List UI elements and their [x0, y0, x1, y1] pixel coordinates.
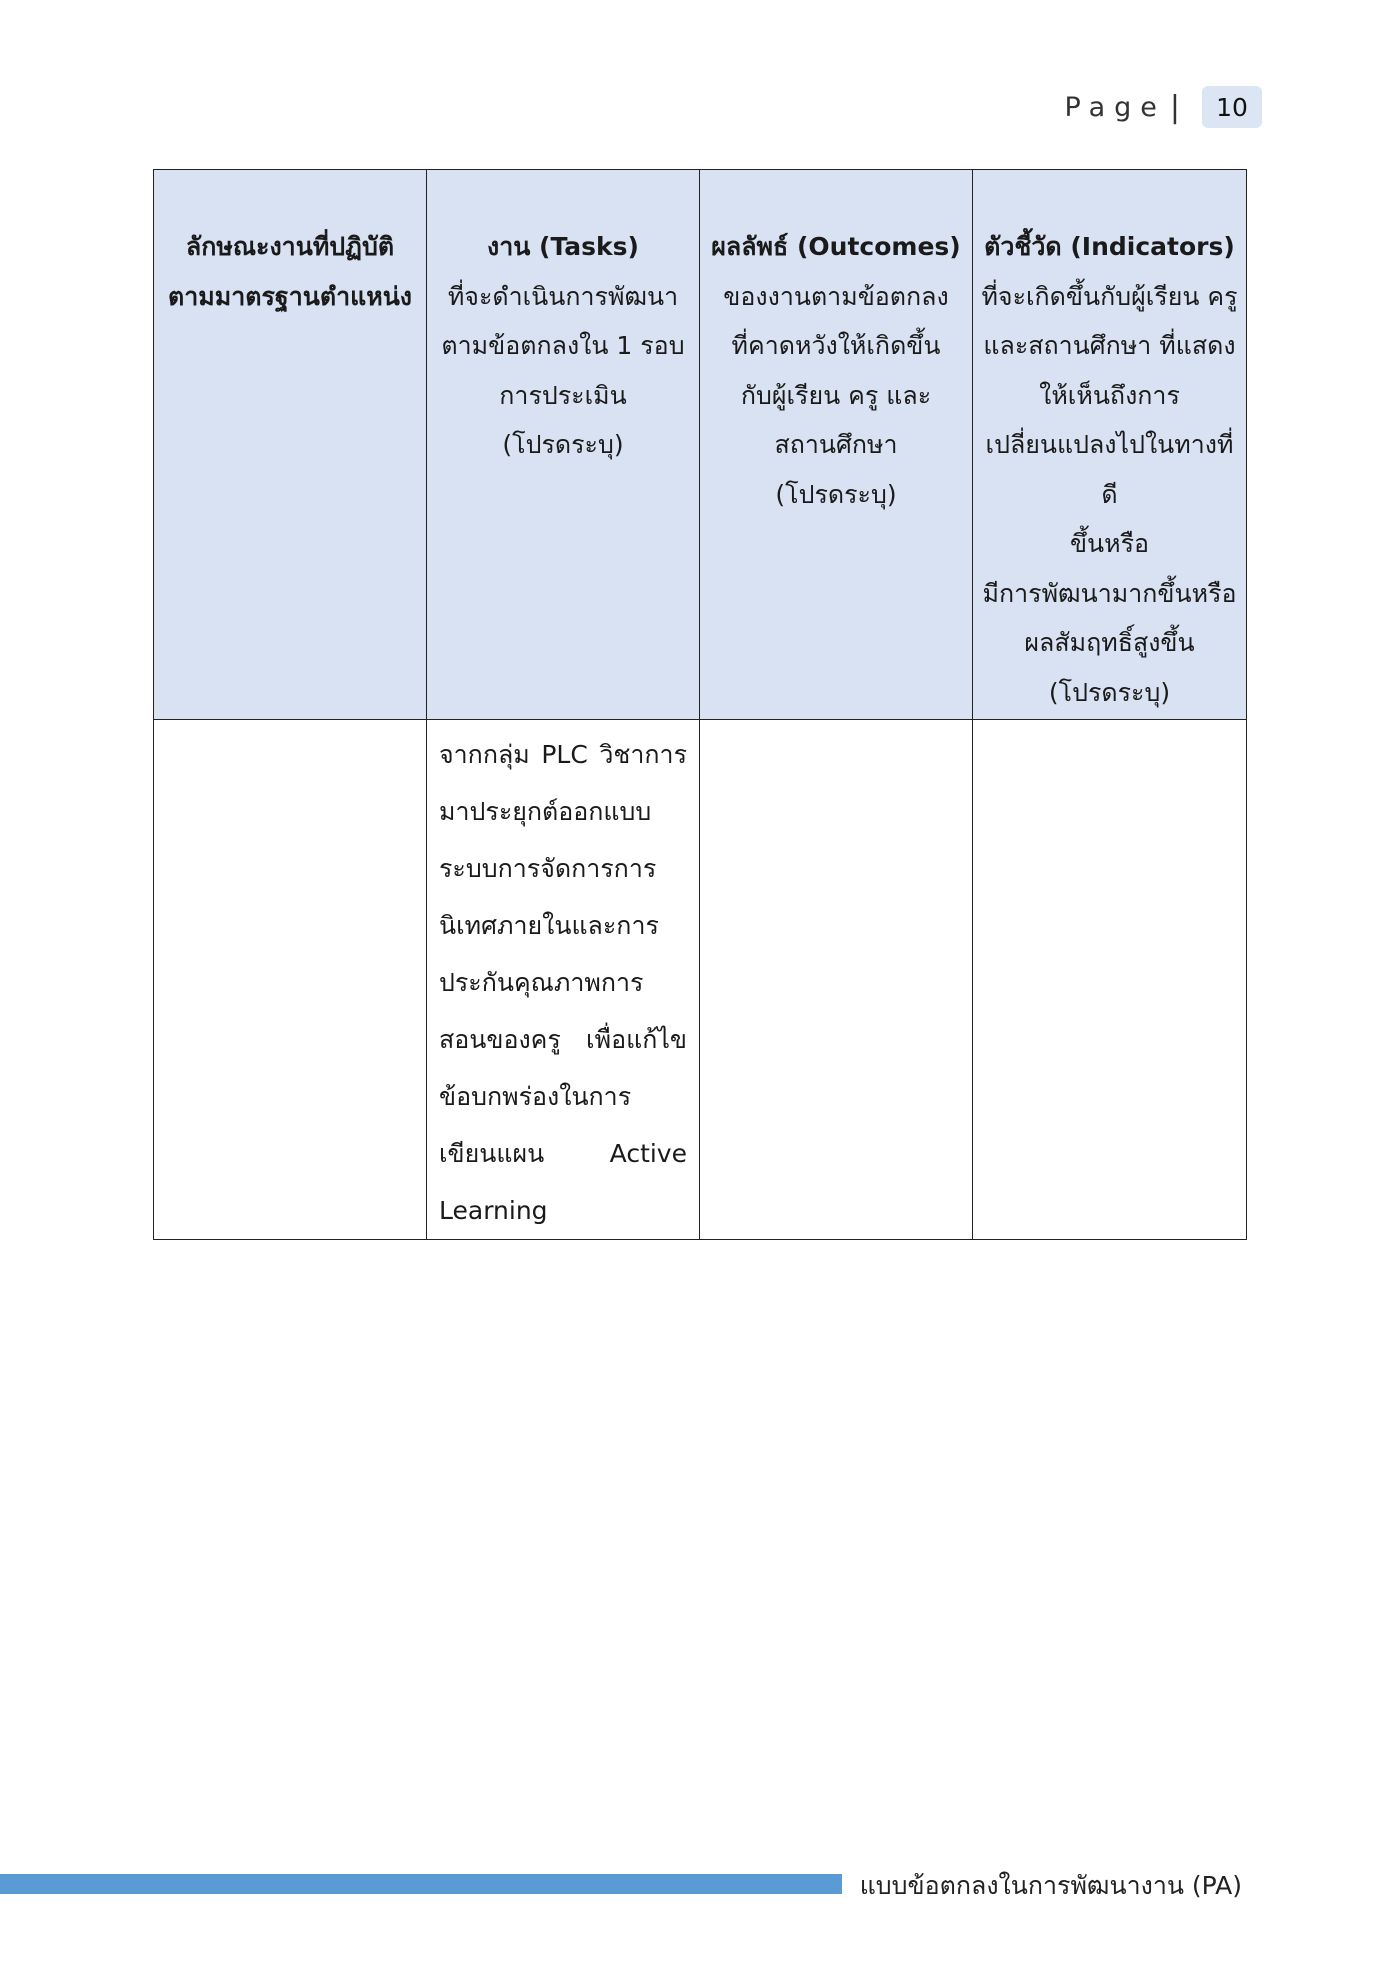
table-header-row	[154, 170, 1247, 720]
header-desc-line: มีการพัฒนามากขึ้นหรือ	[982, 578, 1237, 608]
page-number: 10	[1202, 86, 1262, 128]
cell-tasks: จากกลุ่ม PLC วิชาการมาประยุกต์ออกแบบระบบการจัดการการนิเทศภายในและการประกันคุณภาพการสอนของครู เพื่อแก้ไขข้อบกพร่องในการเขียนแผน Active Learning	[427, 720, 700, 1240]
header-desc-line: เปลี่ยนแปลงไปในทางที่ดี	[985, 430, 1234, 509]
header-desc-line: ที่จะดำเนินการพัฒนา	[447, 281, 679, 311]
header-desc-line: ที่คาดหวังให้เกิดขึ้น	[731, 331, 941, 360]
header-desc-line: (โปรดระบุ)	[502, 430, 624, 459]
header-cell-tasks	[427, 170, 700, 720]
agreement-table	[153, 169, 1247, 1240]
header-desc-line: ขึ้นหรือ	[1069, 529, 1150, 558]
cell-indicators	[973, 720, 1247, 1240]
cell-outcomes	[700, 720, 973, 1240]
header-title-line: ตัวชี้วัด (Indicators)	[984, 232, 1235, 261]
header-title-line: ผลลัพธ์ (Outcomes)	[711, 232, 961, 261]
header-title-line: งาน (Tasks)	[487, 232, 639, 261]
header-desc-line: ของงานตามข้อตกลง	[723, 281, 949, 311]
header-desc-line: สถานศึกษา	[774, 430, 898, 459]
header-title-line: ตามมาตรฐานตำแหน่ง	[167, 281, 413, 311]
cell-standard	[154, 720, 427, 1240]
header-desc-line: (โปรดระบุ)	[775, 479, 897, 509]
header-desc-line: (โปรดระบุ)	[1048, 677, 1171, 707]
page-separator: |	[1169, 89, 1180, 125]
header-cell-indicators	[973, 170, 1247, 720]
header-desc-line: ผลสัมฤทธิ์สูงขึ้น	[1024, 628, 1195, 657]
header-cell-outcomes	[700, 170, 973, 720]
header-desc-line: การประเมิน	[499, 380, 627, 410]
page-label: Page	[1064, 91, 1166, 123]
header-desc-line: ตามข้อตกลงใน 1 รอบ	[441, 331, 685, 360]
header-desc-line: ที่จะเกิดขึ้นกับผู้เรียน ครู	[981, 281, 1238, 311]
page-header	[1065, 86, 1262, 128]
footer-title: แบบข้อตกลงในการพัฒนางาน (PA)	[859, 1871, 1242, 1900]
header-desc-line: กับผู้เรียน ครู และ	[740, 380, 932, 410]
header-desc-line: และสถานศึกษา ที่แสดง	[983, 331, 1236, 360]
table-row	[154, 720, 1247, 1240]
footer-bar	[0, 1874, 842, 1894]
header-cell-standard	[154, 170, 427, 720]
header-title-line: ลักษณะงานที่ปฏิบัติ	[185, 232, 395, 261]
header-desc-line: ให้เห็นถึงการ	[1039, 380, 1180, 410]
